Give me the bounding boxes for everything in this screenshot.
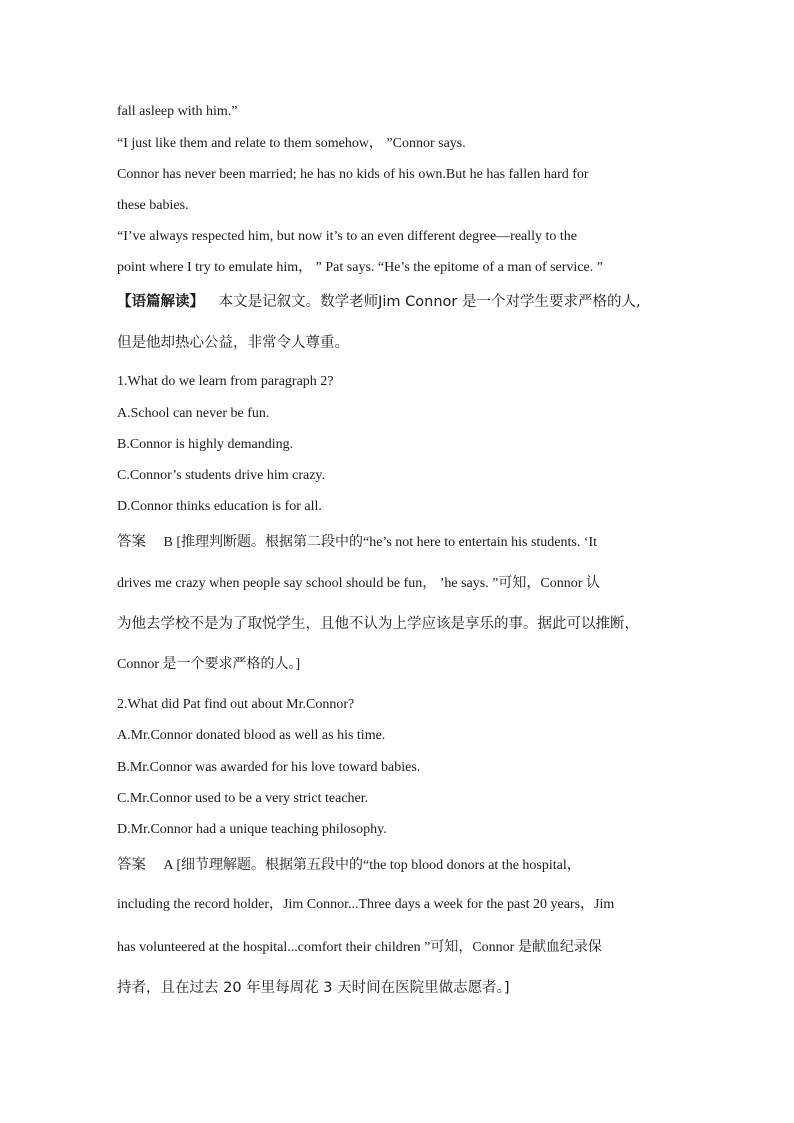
passage-line: fall asleep with him.” (117, 104, 238, 119)
option-a: A.Mr.Connor donated blood as well as his time. (117, 728, 386, 743)
question-stem: 2.What did Pat find out about Mr.Connor? (117, 697, 355, 712)
option-a: A.School can never be fun. (117, 406, 270, 421)
answer-text-cont: Connor 是一个要求严格的人。] (117, 657, 301, 672)
analysis-text-cont: 但是他却热心公益，非常令人尊重。 (117, 335, 349, 351)
option-b: B.Mr.Connor was awarded for his love toward babies. (117, 760, 421, 775)
passage-line: “I’ve always respected him, but now it’s to an even different degree—really to the (117, 229, 578, 244)
analysis-text: 本文是记叙文。数学老师Jim Connor 是一个对学生要求严格的人, (218, 294, 641, 310)
answer-label: 答案 (117, 534, 146, 550)
answer-line (117, 855, 581, 876)
option-b: B.Connor is highly demanding. (117, 437, 294, 452)
answer-text-cont: has volunteered at the hospital...comfort their children ”可知，Connor 是献血纪录保 (117, 940, 602, 955)
analysis-block (117, 292, 641, 312)
answer-line (117, 532, 597, 553)
passage-line: “I just like them and relate to them somehow， ”Connor says. (117, 136, 466, 151)
answer-label: 答案 (117, 857, 146, 873)
answer-text-cont: drives me crazy when people say school should be fun， ’he says. ”可知，Connor 认 (117, 576, 600, 591)
answer-text: A [细节理解题。根据第五段中的“the top blood donors at the hospital， (163, 858, 581, 873)
question-stem: 1.What do we learn from paragraph 2? (117, 374, 334, 389)
option-d: D.Connor thinks education is for all. (117, 499, 322, 514)
answer-text-cont: 为他去学校不是为了取悦学生，且他不认为上学应该是享乐的事。据此可以推断， (117, 616, 639, 632)
passage-line: point where I try to emulate him， ” Pat says. “He’s the epitome of a man of service. ” (117, 260, 603, 275)
passage-line: these babies. (117, 198, 189, 213)
answer-text: B [推理判断题。根据第二段中的“he’s not here to entertain his students. ‘It (163, 535, 598, 550)
option-c: C.Connor’s students drive him crazy. (117, 468, 326, 483)
answer-text-cont: 持者，且在过去 20 年里每周花 3 天时间在医院里做志愿者。] (117, 980, 510, 996)
analysis-label: 【语篇解读】 (117, 294, 204, 310)
answer-text-cont: including the record holder，Jim Connor...Three days a week for the past 20 years，Jim (117, 897, 615, 912)
passage-line: Connor has never been married; he has no kids of his own.But he has fallen hard for (117, 167, 589, 182)
option-c: C.Mr.Connor used to be a very strict teacher. (117, 791, 369, 806)
option-d: D.Mr.Connor had a unique teaching philosophy. (117, 822, 387, 837)
